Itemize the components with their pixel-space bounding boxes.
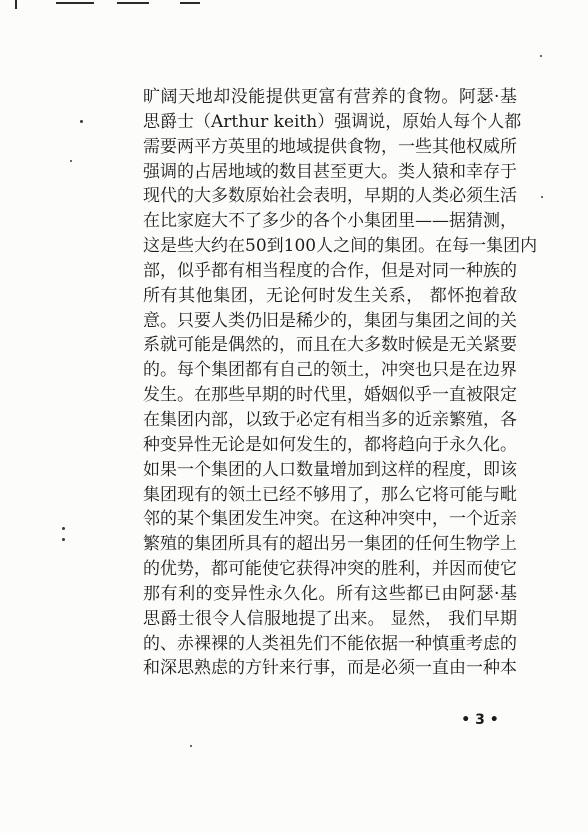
scan-speck xyxy=(80,120,83,123)
body-text xyxy=(143,85,538,681)
text-line: 需要两平方英里的地域提供食物，一些其他权威所 xyxy=(143,136,517,157)
scan-speck xyxy=(190,745,192,747)
text-line: 繁殖的集团所具有的超出另一集团的任何生物学上 xyxy=(143,534,517,555)
text-line: 的。每个集团都有自己的领土，冲突也只是在边界 xyxy=(143,360,517,381)
text-line: 和深思熟虑的方针来行事，而是必须一直由一种本 xyxy=(143,658,517,679)
text-line: 这是些大约在50到100人之间的集团。在每一集团内 xyxy=(143,236,538,257)
text-line: 如果一个集团的人口数量增加到这样的程度，即该 xyxy=(143,459,517,480)
scan-speck xyxy=(540,55,542,57)
text-line: 旷阔天地却没能提供更富有营养的食物。阿瑟·基 xyxy=(143,87,517,107)
text-line: 在集团内部，以致于必定有相当多的近亲繁殖，各 xyxy=(143,409,517,430)
text-line: 集团现有的领土已经不够用了，那么它将可能与毗 xyxy=(143,484,517,505)
text-line: 的优势，都可能使它获得冲突的胜利，并因而使它 xyxy=(143,559,517,580)
scan-mark xyxy=(180,2,200,4)
text-line: 强调的占居地域的数目甚至更大。类人猿和幸存于 xyxy=(143,161,517,182)
text-line: 的、赤裸裸的人类祖先们不能依据一种慎重考虑的 xyxy=(143,633,517,654)
text-line: 意。只要人类仍旧是稀少的，集团与集团之间的关 xyxy=(143,310,517,331)
text-line: 现代的大多数原始社会表明，早期的人类必须生活 xyxy=(143,186,517,207)
text-line: 发生。在那些早期的时代里，婚姻似乎一直被限定 xyxy=(143,385,517,406)
text-line: 思爵士很令人信服地提了出来。 显然， 我们早期 xyxy=(143,608,517,629)
scan-mark xyxy=(117,2,149,4)
scan-speck xyxy=(62,538,65,541)
text-line: 种变异性无论是如何发生的，都将趋向于永久化。 xyxy=(143,434,517,455)
scan-mark xyxy=(56,2,94,4)
text-line: 邻的某个集团发生冲突。在这种冲突中，一个近亲 xyxy=(143,509,517,530)
scan-mark xyxy=(15,0,17,9)
text-line: 思爵士（Arthur keith）强调说，原始人每个人都 xyxy=(143,111,522,132)
text-line: 部，似乎都有相当程度的合作，但是对同一种族的 xyxy=(143,260,517,281)
scan-speck xyxy=(62,527,65,530)
page-number: • 3 • xyxy=(461,712,499,728)
text-line: 在比家庭大不了多少的各个小集团里——据猜测， xyxy=(143,211,517,232)
text-line: 系就可能是偶然的，而且在大多数时候是无关紧要 xyxy=(143,335,517,356)
scan-speck xyxy=(541,196,543,198)
text-line: 所有其他集团，无论何时发生关系， 都怀抱着敌 xyxy=(143,285,517,306)
scan-speck xyxy=(70,160,72,162)
text-line: 那有利的变异性永久化。所有这些都已由阿瑟·基 xyxy=(143,583,517,604)
